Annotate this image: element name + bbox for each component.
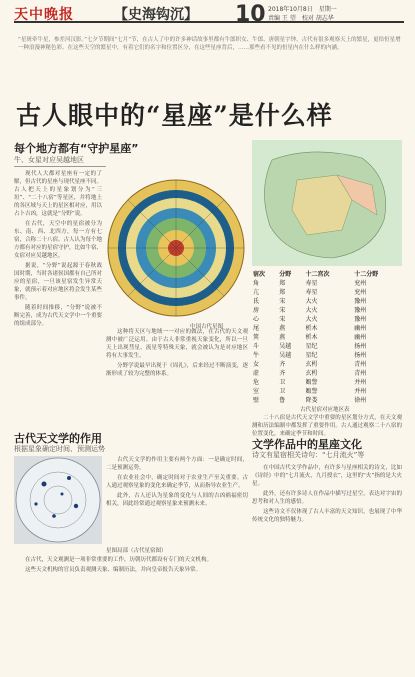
section3-title: 文学作品中的星座文化 [252, 438, 362, 451]
table-caption: 古代星宿对应地区表 [300, 407, 350, 413]
table-row [252, 360, 402, 369]
table-cell: 星纪 [305, 343, 318, 350]
table-cell: 燕 [279, 334, 286, 341]
table-cell: 豫州 [354, 307, 367, 314]
table-cell: 兖州 [354, 280, 367, 287]
table-cell: 斗 [253, 343, 260, 350]
table-cell: 徐州 [354, 397, 367, 404]
paragraph: 分野学说最早出现于《周礼》，后来经过不断演变，逐渐形成了较为完整的体系。 [106, 363, 248, 377]
table-cell: 大火 [305, 307, 318, 314]
table-cell: 娵訾 [305, 388, 318, 395]
table-cell: 鲁 [279, 397, 286, 404]
section1-col3 [252, 414, 402, 437]
table-cell: 分野 [279, 271, 292, 278]
table-cell: 尾 [253, 325, 260, 332]
paragraph: 此外，还有许多诗人在作品中描写过星空，表达对宇宙的思考和对人生的感悟。 [252, 491, 402, 505]
table-cell: 玄枵 [305, 361, 318, 368]
table-cell: 青州 [354, 370, 367, 377]
newspaper-logo: 天中晚报 [14, 7, 74, 23]
paragraph: 现代人大都对星座有一定的了解，但古代的星座与现代星座不同。古人把天上的星象划分为“三垣”、“二十八宿”等星区，并将地上的各区域与天上的星区相对应，用以占卜吉凶，这就是“分野”说。 [14, 171, 103, 217]
table-cell: 降娄 [305, 397, 318, 404]
intro-text: “星斑牵牛星，参差河汉影。”七夕节期间“七月”节，在古人了中的许多神话故事里都有牛郎织女、牛郎、唐朝星宇钟，古代有很多观察天上的繁星，更给恒星增一种浪漫神秘色彩。在这些天空的繁星中，有着它们的名字和位置区分，在这些星座背后，……那些看不见的恒星内在什么样的内涵。 [18, 37, 401, 51]
issue-date: 2018年10月8日 星期一 [268, 6, 337, 13]
section1-col1 [14, 170, 102, 410]
table-cell: 玄枵 [305, 370, 318, 377]
table-cell: 氐 [253, 298, 260, 305]
table-cell: 宋 [279, 307, 286, 314]
table-cell: 豫州 [354, 298, 367, 305]
table-cell: 析木 [305, 334, 318, 341]
paragraph: 此外，古人还认为星象的变化与人间的吉凶祸福密切相关，因此经常通过观察星象来预测未来。 [106, 493, 248, 507]
table-cell: 十二宫次 [305, 271, 330, 278]
table-cell: 星纪 [305, 352, 318, 359]
paragraph: 在古代，天文观测是一项非常重要的工作，历朝历代都设有专门的天文机构。 [25, 557, 213, 563]
table-cell: 宋 [279, 316, 286, 323]
table-cell: 青州 [354, 361, 367, 368]
table-cell: 大火 [305, 298, 318, 305]
table-row [252, 351, 402, 360]
table-cell: 豫州 [354, 316, 367, 323]
paragraph: 二十八宿是古代天文学中重要的星区划分方式，在天文观测和历法编制中都发挥了重要作用。古人通过观察二十八宿的位置变化，来确定季节和时间。 [252, 415, 402, 437]
table-row [252, 342, 402, 351]
regional-map [252, 140, 402, 266]
table-row [252, 288, 402, 297]
table-row [252, 378, 402, 387]
table-cell: 并州 [354, 388, 367, 395]
table-row [252, 387, 402, 396]
table-cell: 兖州 [354, 289, 367, 296]
paragraph: 据说，“分野”说起源于春秋战国时期，当时各诸侯国都有自己所对应的星宿，一旦该星宿发生异常天象，就预示着对应地区将会发生某些事件。 [14, 263, 103, 301]
paragraph: 在中国古代文学作品中，有许多与星座相关的诗文，比如《诗经》中的“七月流火，九月授衣”，这里的“火”指的是大火星。 [252, 465, 402, 487]
table-cell: 幽州 [354, 325, 367, 332]
table-cell: 吴越 [279, 352, 292, 359]
table-cell: 郑 [279, 289, 286, 296]
paragraph: 随着时间推移，“分野”说被不断完善，成为古代天文学中一个重要的组成部分。 [14, 305, 103, 327]
table-row [252, 279, 402, 288]
table-cell: 燕 [279, 325, 286, 332]
star-chart [106, 178, 246, 318]
table-cell: 壁 [253, 397, 260, 404]
table-cell: 齐 [279, 361, 286, 368]
paragraph: 这些天文机构的官员负责观测天象、编制历法，并向皇帝报告天象异常。 [25, 567, 202, 573]
section3-body [252, 464, 402, 672]
chart-caption: 中国古代星图 [190, 324, 224, 330]
table-cell: 室 [253, 388, 260, 395]
image-caption: 星图局部（古代星宿图） [106, 548, 167, 554]
table-header-row [252, 270, 402, 279]
section2-col2 [14, 556, 248, 672]
table-cell: 齐 [279, 370, 286, 377]
table-cell: 亢 [253, 289, 260, 296]
table-cell: 角 [253, 280, 260, 287]
section1-col2 [106, 328, 248, 410]
section2-title: 古代天文学的作用 [14, 432, 102, 445]
table-cell: 房 [253, 307, 260, 314]
table-cell: 危 [253, 379, 260, 386]
table-cell: 心 [253, 316, 260, 323]
table-cell: 并州 [354, 379, 367, 386]
paragraph: 这种将天区与地域一一对应的做法，在古代的天文观测中被广泛运用。由于古人非常重视天象变化，所以一旦天上出现彗星、流星等特殊天象，就会被认为是对应地区将有大事发生。 [106, 329, 248, 359]
editor-credits: 责编 王 望 校对 胡志华 [268, 15, 334, 22]
table-cell: 幽州 [354, 334, 367, 341]
section2-col1 [106, 456, 248, 542]
table-cell: 女 [253, 361, 260, 368]
table-row [252, 324, 402, 333]
table-cell: 扬州 [354, 352, 367, 359]
table-cell: 吴越 [279, 343, 292, 350]
page-headline: 古人眼中的“星座”是什么样 [16, 101, 333, 130]
table-row [252, 306, 402, 315]
header-rule [14, 21, 404, 23]
section2-subtitle: 根据星象确定时间、预测运势 [14, 445, 105, 453]
page-number: 10 [235, 2, 266, 27]
table-cell: 箕 [253, 334, 260, 341]
star-region-table [252, 270, 402, 405]
table-cell: 十二分野 [354, 271, 379, 278]
table-cell: 大火 [305, 316, 318, 323]
paragraph: 古代天文学的作用主要有两个方面：一是确定时间，二是预测运势。 [106, 457, 248, 471]
table-row [252, 369, 402, 378]
table-cell: 卫 [279, 379, 286, 386]
paragraph: 在古代，天空中的星宿被分为东、南、西、北四方，每一方有七宿，合称二十八宿。古人认为每个地方都有对应的星宿守护，比如牛宿、女宿对应吴越地区。 [14, 221, 103, 259]
table-cell: 郑 [279, 280, 286, 287]
column-name: 【史海钩沉】 [114, 7, 198, 23]
table-row [252, 297, 402, 306]
table-cell: 宿次 [253, 271, 266, 278]
paragraph: 在农业社会中，确定时间对于农业生产至关重要。古人通过观察星象的变化来确定季节，从而指导农业生产。 [106, 475, 248, 489]
star-map-image [14, 456, 102, 544]
table-cell: 牛 [253, 352, 260, 359]
section1-title: 每个地方都有“守护星座” [14, 142, 139, 155]
table-row [252, 333, 402, 342]
table-cell: 虚 [253, 370, 260, 377]
paragraph: 这些诗文不仅体现了古人丰富的天文知识，也展现了中华传统文化的独特魅力。 [252, 509, 402, 523]
table-cell: 寿星 [305, 280, 318, 287]
section3-subtitle: 诗文有星宿相关诗句：“七月流火”等 [252, 451, 365, 459]
table-cell: 娵訾 [305, 379, 318, 386]
table-cell: 卫 [279, 388, 286, 395]
table-row [252, 396, 402, 405]
table-row [252, 315, 402, 324]
table-cell: 析木 [305, 325, 318, 332]
divider [14, 166, 106, 167]
table-cell: 宋 [279, 298, 286, 305]
table-cell: 扬州 [354, 343, 367, 350]
section1-subtitle: 牛、女星对应吴越地区 [14, 156, 84, 164]
table-cell: 寿星 [305, 289, 318, 296]
